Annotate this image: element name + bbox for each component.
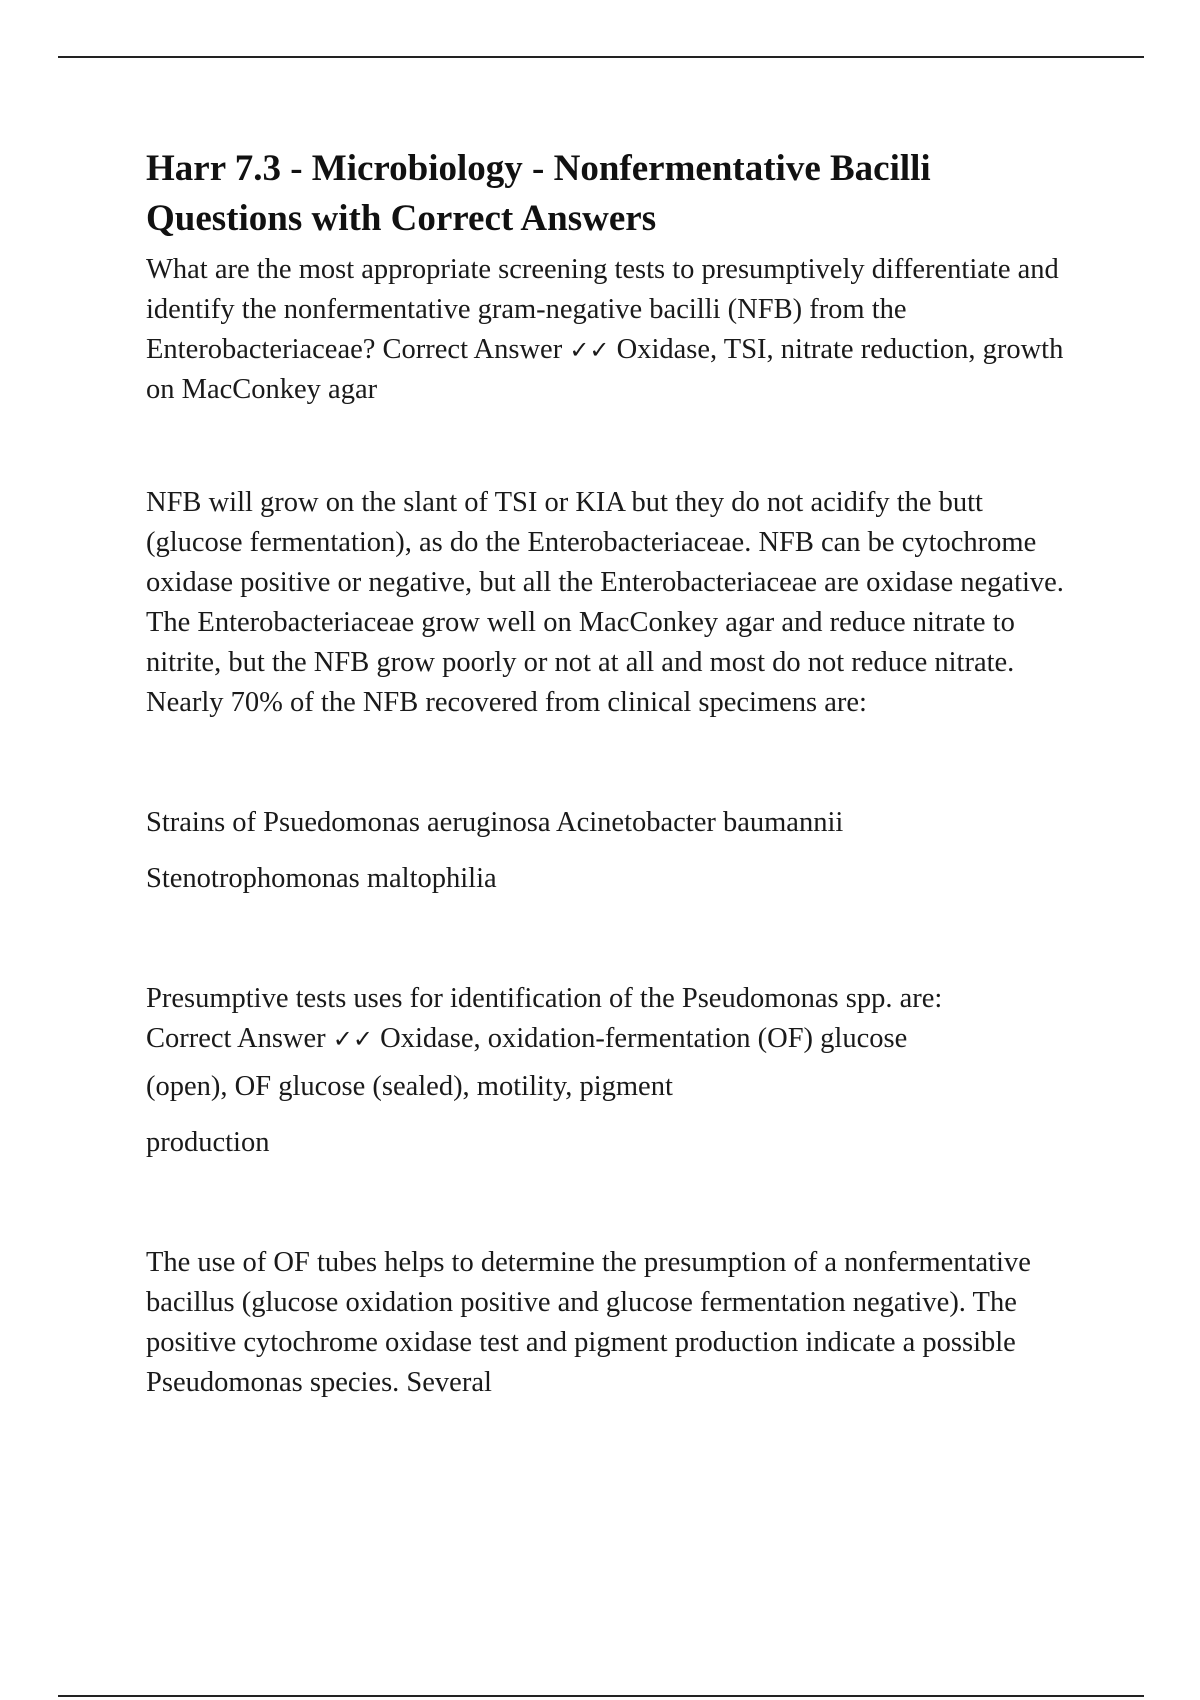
checkmark-icon: ✓✓ — [569, 336, 610, 364]
explanation-2: The use of OF tubes helps to determine the presumption of a nonfermentative bacillus (glucose oxidation positive and glucose fermentation negative). The positive cytochrome oxidase test and pigment production indicate a possible Pseudomonas species. Several — [146, 1247, 1031, 1398]
answer-2-part-3: production — [146, 1127, 270, 1158]
document-body — [146, 144, 1086, 1403]
question-1-text: What are the most appropriate screening tests to presumptively differentiate and identify the nonfermentative gram-negative bacilli (NFB) from the Enterobacteriaceae? — [146, 254, 1059, 365]
title-line-1: Harr 7.3 - Microbiology - Nonfermentative Bacilli — [146, 148, 931, 189]
answer-2-part-1: Oxidase, oxidation-fermentation (OF) glucose — [380, 1023, 908, 1054]
species-line-2: Stenotrophomonas maltophilia — [146, 863, 497, 894]
answer-1-text: Oxidase, TSI, nitrate reduction, growth on MacConkey agar — [146, 334, 1064, 405]
question-1 — [146, 250, 1086, 410]
species-line-1: Strains of Psuedomonas aeruginosa Acinetobacter baumannii — [146, 807, 844, 838]
document-title — [146, 144, 1086, 244]
top-rule — [58, 56, 1144, 58]
question-2-text: Presumptive tests uses for identification of the Pseudomonas spp. are: — [146, 983, 943, 1014]
checkmark-icon: ✓✓ — [332, 1025, 373, 1053]
species-list — [146, 795, 1086, 907]
answer-label: Correct Answer — [382, 334, 563, 365]
explanation-1: NFB will grow on the slant of TSI or KIA but they do not acidify the butt (glucose fermentation), as do the Enterobacteriaceae. NFB can be cytochrome oxidase positive or negative, but all the Enterobacteriaceae are oxidase negative. The Enterobacteriaceae grow well on MacConkey agar and reduce nitrate to nitrite, but the NFB grow poorly or not at all and most do not reduce nitrate. Nearly 70% of the NFB recovered from clinical specimens are: — [146, 487, 1064, 718]
bottom-rule — [58, 1695, 1144, 1697]
question-2 — [146, 979, 1086, 1171]
answer-2-part-2: (open), OF glucose (sealed), motility, pigment — [146, 1071, 673, 1102]
answer-label: Correct Answer — [146, 1023, 326, 1054]
title-line-2: Questions with Correct Answers — [146, 198, 657, 239]
